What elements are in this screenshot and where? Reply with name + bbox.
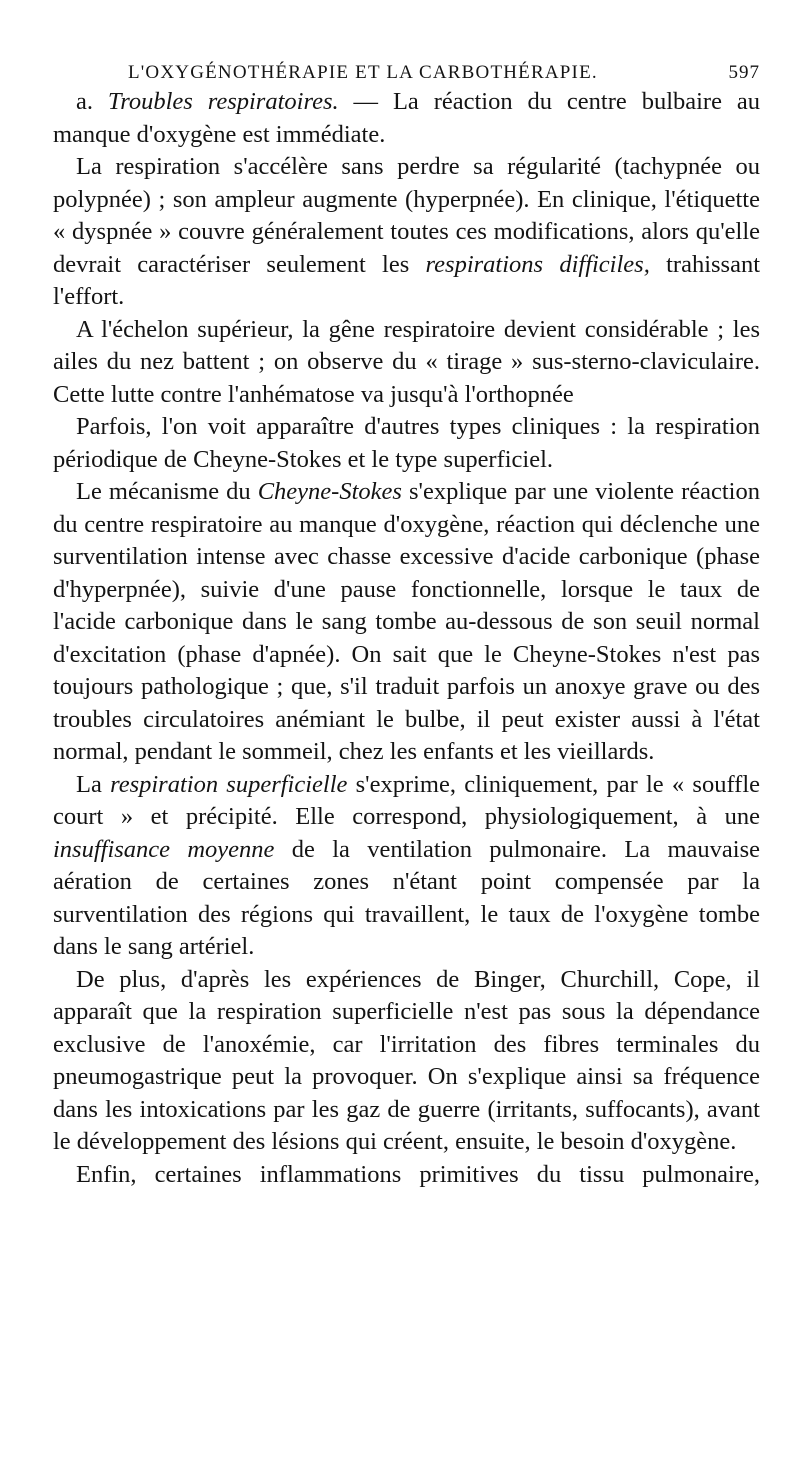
paragraph-respiration	[53, 151, 760, 314]
paragraph-cheyne-stokes	[53, 476, 760, 769]
body-text	[53, 86, 760, 1191]
running-head	[128, 62, 760, 84]
paragraph-text: s'exprime, cliniquement, par le « souffle court » et précipité. Elle correspond, physiologiquement, à une	[53, 770, 760, 830]
section-title: Troubles respiratoires.	[107, 88, 339, 115]
paragraph-text: De plus, d'après les expériences de Binger, Churchill, Cope, il apparaît que la respiration superficielle n'est pas sous la dépendance exclusive de l'anoxémie, car l'irritation des fibres terminales du pneumogastrique peut la provoquer. On s'explique ainsi sa fréquence dans les intoxications par les gaz de guerre (irritants, suffocants), avant le développement des lésions qui créent, ensuite, le besoin d'oxygène.	[53, 965, 760, 1155]
paragraph-troubles-respiratoires	[53, 86, 760, 151]
paragraph-types-cliniques	[53, 411, 760, 476]
paragraph-echelon-superieur	[53, 314, 760, 412]
running-title: L'OXYGÉNOTHÉRAPIE ET LA CARBOTHÉRAPIE.	[128, 62, 598, 83]
paragraph-text: Enfin, certaines inflammations primitives du tissu pulmonaire,	[76, 1160, 760, 1188]
emphasis-text: respiration superficielle	[110, 770, 348, 798]
emphasis-text: Cheyne-Stokes	[257, 478, 402, 505]
paragraph-text: s'explique par une violente réaction du centre respiratoire au manque d'oxygène, réaction qui déclenche une surventilation intense avec chasse excessive d'acide carbonique (phase d'hyperpnée), suivie d'une pause fonctionnelle, lorsque le taux de l'acide carbonique dans le sang tombe au-dessous de son seuil normal d'excitation (phase d'apnée). On sait que le Cheyne-Stokes n'est pas toujours pathologique ; que, s'il traduit parfois un anoxye grave ou des troubles circulatoires anémiant le bulbe, il peut exister aussi à l'état normal, pendant le sommeil, chez les enfants et les vieillards.	[53, 478, 760, 765]
paragraph-text: Le mécanisme du	[76, 478, 258, 505]
paragraph-text: Parfois, l'on voit apparaître d'autres types cliniques : la respiration périodique de Cheyne-Stokes et le type superficiel.	[53, 413, 760, 473]
paragraph-experiences	[53, 964, 760, 1159]
paragraph-text: — La réaction du centre bulbaire au manque d'oxygène est immédiate.	[53, 88, 761, 148]
paragraph-inflammations	[53, 1159, 760, 1192]
emphasis-text: insuffisance moyenne	[53, 835, 275, 863]
page-number: 597	[728, 62, 760, 83]
section-marker: a.	[76, 88, 93, 115]
emphasis-text: respirations difficiles,	[425, 250, 650, 278]
paragraph-respiration-superficielle	[53, 769, 760, 964]
paragraph-text: A l'échelon supérieur, la gêne respiratoire devient considérable ; les ailes du nez battent ; on observe du « tirage » sus-sterno-claviculaire. Cette lutte contre l'anhématose va jusqu'à l'orthopnée	[53, 315, 760, 408]
paragraph-text: trahissant l'effort.	[53, 250, 760, 310]
paragraph-text: La respiration s'accélère sans perdre sa régularité (tachypnée ou polypnée) ; son ampleur augmente (hyperpnée). En clinique, l'étiquette « dyspnée » couvre généralement toutes ces modifications, alors qu'elle devrait caractériser seulement les	[53, 153, 760, 278]
paragraph-text: La	[76, 770, 111, 798]
paragraph-text: de la ventilation pulmonaire. La mauvaise aération de certaines zones n'étant point compensée par la surventilation des régions qui travaillent, le taux de l'oxygène tombe dans le sang artériel.	[53, 835, 760, 960]
